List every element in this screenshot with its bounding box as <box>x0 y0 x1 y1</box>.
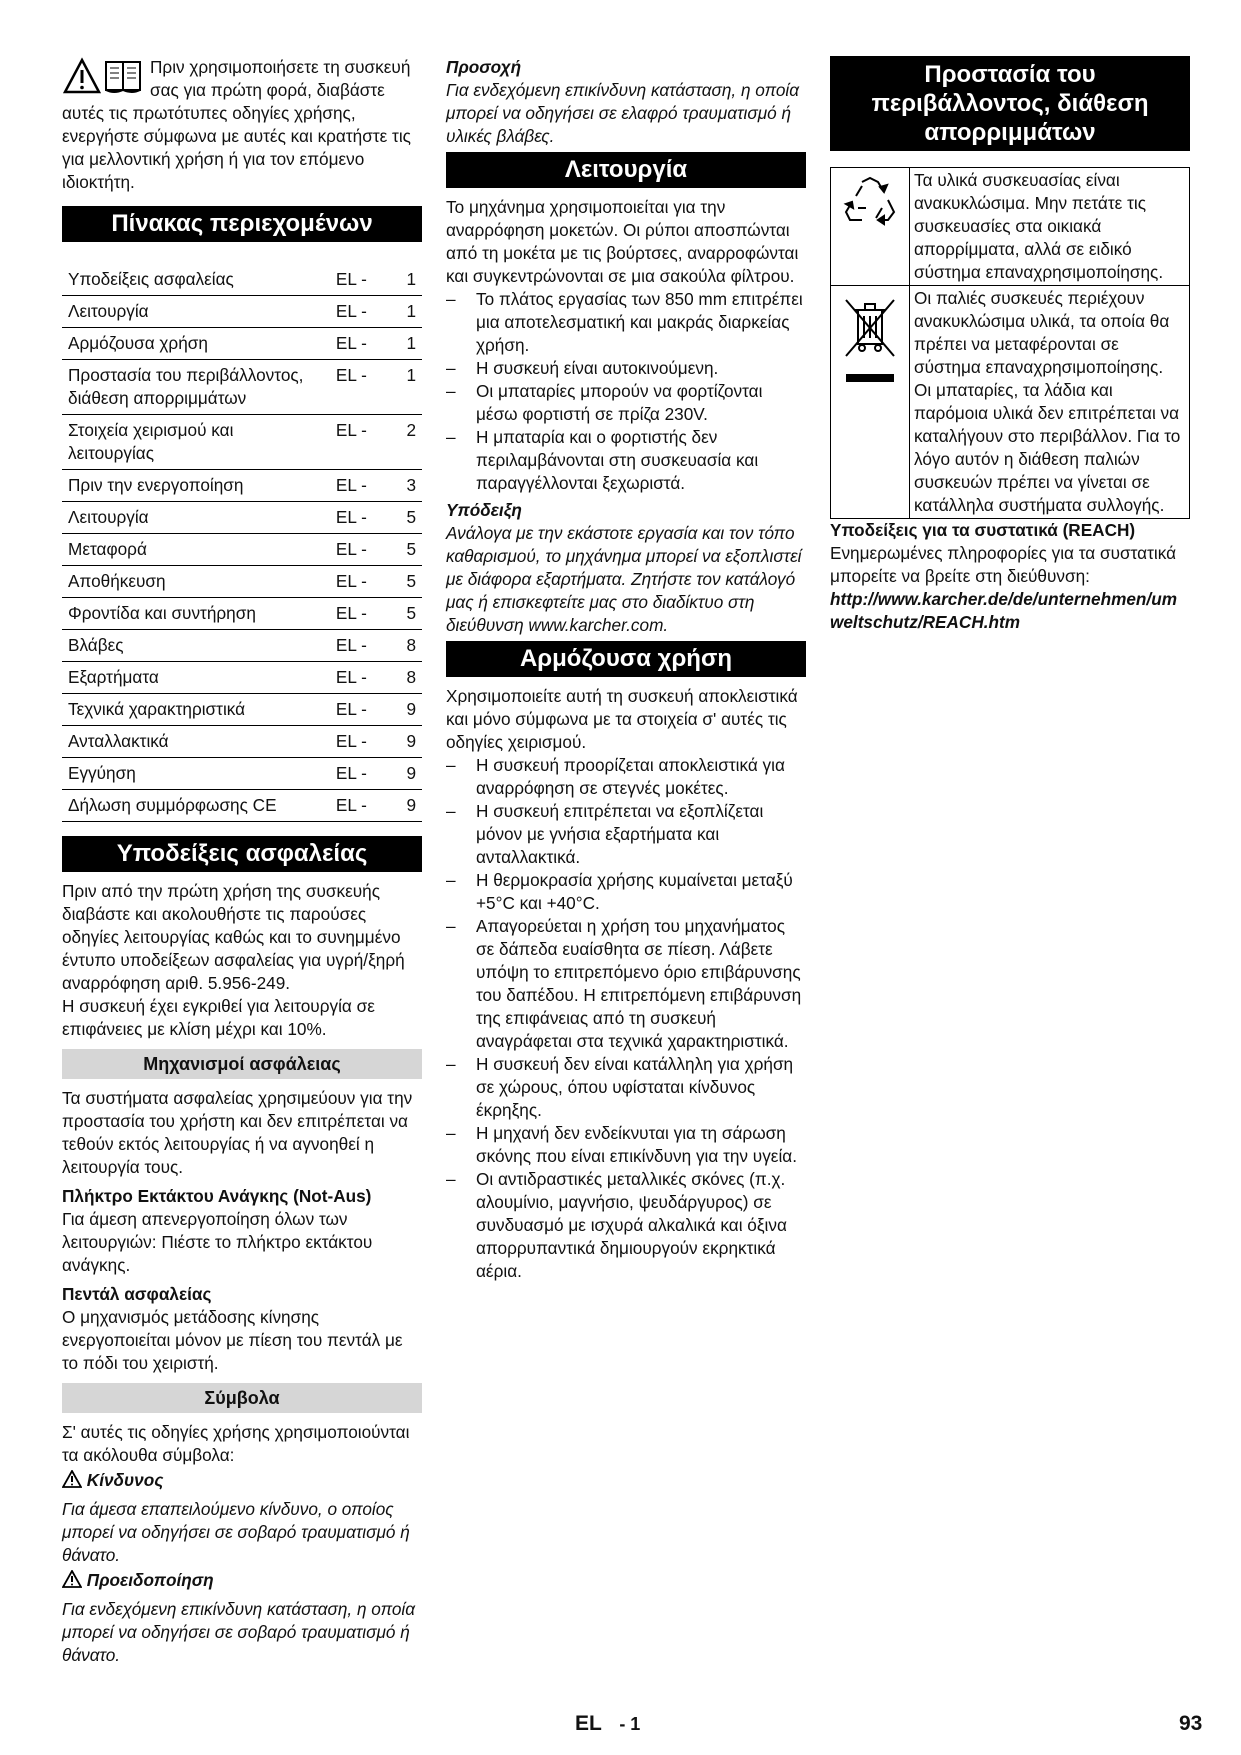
toc-row[interactable] <box>62 758 422 790</box>
environment-table <box>830 167 1190 519</box>
toc-row[interactable] <box>62 598 422 630</box>
toc-row[interactable] <box>62 534 422 566</box>
toc-row[interactable] <box>62 662 422 694</box>
toc-entry-page: 8 <box>384 630 422 662</box>
toc-entry-title: Λειτουργία <box>62 296 330 328</box>
function-paragraph: Το μηχάνημα χρησιμοποιείται για την αναρρόφηση μοκετών. Οι ρύποι αποσπώνται από τη μοκέτα με τις βούρτσες, αναρροφώνται και συγκεντρώνονται σε μια σακούλα φίλτρου. <box>446 197 799 286</box>
list-item: – Το πλάτος εργασίας των 850 mm επιτρέπει μια αποτελεσματική και μακράς διαρκείας χρήση. <box>446 288 806 357</box>
toc-entry-page: 9 <box>384 694 422 726</box>
toc-row[interactable] <box>62 790 422 822</box>
toc-entry-lang: EL - <box>330 758 384 790</box>
note-heading: Υπόδειξη <box>446 500 522 520</box>
toc-entry-title: Ανταλλακτικά <box>62 726 330 758</box>
intro-paragraph: Πριν χρησιμοποιήσετε τη συσκευή σας για πρώτη φορά, διαβάστε αυτές τις πρωτότυπες οδηγίες χρήσης, ενεργήστε σύμφωνα με αυτές και κρατήστε τις για μελλοντική χρήση ή για τον επόμενο ιδιοκτήτη. <box>62 57 411 192</box>
toc-entry-title: Μεταφορά <box>62 534 330 566</box>
toc-entry-lang: EL - <box>330 566 384 598</box>
toc-table <box>62 264 422 822</box>
symbols-title: Σύμβολα <box>62 1383 422 1413</box>
toc-entry-page: 1 <box>384 328 422 360</box>
pedal-heading: Πεντάλ ασφαλείας <box>62 1284 212 1304</box>
warning-heading: Προειδοποίηση <box>62 1569 422 1594</box>
toc-title: Πίνακας περιεχομένων <box>62 206 422 242</box>
list-item: – Η μπαταρία και ο φορτιστής δεν περιλαμβάνονται στη συσκευασία και παραγγέλλονται ξεχωριστά. <box>446 426 806 495</box>
warning-manual-icons <box>62 56 144 100</box>
warning-triangle-icon <box>62 1570 82 1594</box>
toc-entry-lang: EL - <box>330 360 384 415</box>
symbols-paragraph: Σ' αυτές τις οδηγίες χρήσης χρησιμοποιούνται τα ακόλουθα σύμβολα: <box>62 1422 410 1465</box>
column-right <box>830 56 1190 634</box>
list-item: – Απαγορεύεται η χρήση του μηχανήματος σε δάπεδα ευαίσθητα σε πίεση. Λάβετε υπόψη το επιτρεπόμενο όριο επιβάρυνσης του δαπέδου. Η επιτρεπόμενη επιβάρυνση της επιφάνειας από τη συσκευή αναγράφεται στα τεχνικά χαρακτηριστικά. <box>446 915 806 1053</box>
toc-entry-title: Βλάβες <box>62 630 330 662</box>
function-list <box>446 288 806 495</box>
toc-entry-lang: EL - <box>330 630 384 662</box>
toc-entry-page: 5 <box>384 534 422 566</box>
toc-entry-lang: EL - <box>330 502 384 534</box>
recycle-icon <box>831 168 910 286</box>
toc-entry-title: Εγγύηση <box>62 758 330 790</box>
caution-heading: Προσοχή <box>446 57 522 77</box>
toc-row[interactable] <box>62 566 422 598</box>
column-middle <box>446 56 806 1283</box>
list-item: – Η συσκευή επιτρέπεται να εξοπλίζεται μόνον με γνήσια εξαρτήματα και ανταλλακτικά. <box>446 800 806 869</box>
toc-entry-page: 9 <box>384 726 422 758</box>
toc-entry-title: Πριν την ενεργοποίηση <box>62 470 330 502</box>
warning-triangle-icon <box>62 1470 82 1494</box>
toc-row[interactable] <box>62 296 422 328</box>
toc-row[interactable] <box>62 470 422 502</box>
toc-entry-page: 9 <box>384 758 422 790</box>
footer-lang: EL - 1 <box>575 1712 641 1735</box>
toc-entry-page: 8 <box>384 662 422 694</box>
toc-row[interactable] <box>62 328 422 360</box>
danger-heading: Κίνδυνος <box>62 1469 422 1494</box>
packaging-text: Τα υλικά συσκευασίας είναι ανακυκλώσιμα. Μην πετάτε τις συσκευασίες στα οικιακά απορρίμματα, αλλά σε ειδικό σύστημα επαναχρησιμοποίησης. <box>910 168 1190 286</box>
column-left <box>62 56 422 1667</box>
toc-entry-title: Δήλωση συμμόρφωσης CE <box>62 790 330 822</box>
slope-paragraph: Η συσκευή έχει εγκριθεί για λειτουργία σε επιφάνειες με κλίση μέχρι και 10%. <box>62 996 375 1039</box>
intended-use-title: Αρμόζουσα χρήση <box>446 641 806 677</box>
table-row <box>831 168 1190 286</box>
intended-use-paragraph: Χρησιμοποιείτε αυτή τη συσκευή αποκλειστικά και μόνο σύμφωνα με τα στοιχεία σ' αυτές τις οδηγίες χειρισμού. <box>446 686 798 752</box>
toc-row[interactable] <box>62 264 422 296</box>
toc-entry-lang: EL - <box>330 726 384 758</box>
toc-entry-title: Υποδείξεις ασφαλείας <box>62 264 330 296</box>
list-item: – Η θερμοκρασία χρήσης κυμαίνεται μεταξύ +5°C και +40°C. <box>446 869 806 915</box>
toc-row[interactable] <box>62 726 422 758</box>
toc-entry-page: 5 <box>384 598 422 630</box>
reach-heading: Υποδείξεις για τα συστατικά (REACH) <box>830 520 1136 540</box>
toc-row[interactable] <box>62 694 422 726</box>
toc-row[interactable] <box>62 360 422 415</box>
page-number: 93 <box>1179 1712 1203 1735</box>
mechanisms-title: Μηχανισμοί ασφάλειας <box>62 1049 422 1079</box>
toc-entry-page: 2 <box>384 415 422 470</box>
toc-entry-lang: EL - <box>330 296 384 328</box>
safety-paragraph: Πριν από την πρώτη χρήση της συσκευής διαβάστε και ακολουθήστε τις παρούσες οδηγίες λειτουργίας καθώς και το συνημμένο έντυπο υποδείξεων ασφαλείας για υγρή/ξηρή αναρρόφηση αριθ. 5.956-249. <box>62 881 405 993</box>
toc-entry-page: 9 <box>384 790 422 822</box>
toc-entry-title: Φροντίδα και συντήρηση <box>62 598 330 630</box>
note-paragraph: Ανάλογα με την εκάστοτε εργασία και τον τόπο καθαρισμού, το μηχάνημα μπορεί να εξοπλιστεί με διάφορα εξαρτήματα. Ζητήστε τον κατάλογό μας ή επισκεφτείτε μας στο διαδίκτυο στη διεύθυνση www.karcher.com. <box>446 523 802 635</box>
toc-entry-lang: EL - <box>330 694 384 726</box>
mechanisms-paragraph: Τα συστήματα ασφαλείας χρησιμεύουν για την προστασία του χρήστη και δεν επιτρέπεται να τεθούν εκτός λειτουργίας ή να αγνοηθεί η λειτουργία τους. <box>62 1088 413 1177</box>
list-item: – Η συσκευή δεν είναι κατάλληλη για χρήση σε χώρους, όπου υφίσταται κίνδυνος έκρηξης. <box>446 1053 806 1122</box>
environment-title: Προστασία του περιβάλλοντος, διάθεση απορριμμάτων <box>830 56 1190 151</box>
crossed-bin-icon <box>831 286 910 519</box>
toc-entry-title: Αποθήκευση <box>62 566 330 598</box>
old-devices-text: Οι παλιές συσκευές περιέχουν ανακυκλώσιμα υλικά, τα οποία θα πρέπει να μεταφέρονται σε σύστημα επαναχρησιμοποίησης. Οι μπαταρίες, τα λάδια και παρόμοια υλικά δεν επιτρέπεται να καταλήγουν στο περιβάλλον. Για το λόγο αυτόν η διάθεση παλιών συσκευών πρέπει να γίνεται σε κατάλληλα συστήματα συλλογής. <box>910 286 1190 519</box>
toc-entry-lang: EL - <box>330 534 384 566</box>
toc-entry-lang: EL - <box>330 470 384 502</box>
toc-entry-page: 3 <box>384 470 422 502</box>
toc-entry-page: 5 <box>384 502 422 534</box>
toc-entry-page: 5 <box>384 566 422 598</box>
reach-link[interactable]: http://www.karcher.de/de/unternehmen/umweltschutz/REACH.htm <box>830 589 1177 632</box>
intended-use-list <box>446 754 806 1283</box>
list-item: – Η συσκευή προορίζεται αποκλειστικά για αναρρόφηση σε στεγνές μοκέτες. <box>446 754 806 800</box>
toc-entry-lang: EL - <box>330 264 384 296</box>
emergency-stop-heading: Πλήκτρο Εκτάκτου Ανάγκης (Not-Aus) <box>62 1186 372 1206</box>
toc-row[interactable] <box>62 502 422 534</box>
safety-title: Υποδείξεις ασφαλείας <box>62 836 422 872</box>
function-title: Λειτουργία <box>446 152 806 188</box>
toc-entry-lang: EL - <box>330 598 384 630</box>
toc-entry-lang: EL - <box>330 415 384 470</box>
toc-entry-title: Τεχνικά χαρακτηριστικά <box>62 694 330 726</box>
list-item: – Οι μπαταρίες μπορούν να φορτίζονται μέσω φορτιστή σε πρίζα 230V. <box>446 380 806 426</box>
toc-entry-lang: EL - <box>330 328 384 360</box>
toc-entry-lang: EL - <box>330 662 384 694</box>
list-item: – Οι αντιδραστικές μεταλλικές σκόνες (π.χ. αλουμίνιο, μαγνήσιο, ψευδάργυρος) σε συνδυασμό με ισχυρά αλκαλικά και όξινα απορρυπαντικά δημιουργούν εκρηκτικά αέρια. <box>446 1168 806 1283</box>
list-item: – Η συσκευή είναι αυτοκινούμενη. <box>446 357 806 380</box>
toc-entry-page: 1 <box>384 264 422 296</box>
toc-entry-title: Αρμόζουσα χρήση <box>62 328 330 360</box>
warning-paragraph: Για ενδεχόμενη επικίνδυνη κατάσταση, η οποία μπορεί να οδηγήσει σε σοβαρό τραυματισμό ή θάνατο. <box>62 1599 416 1665</box>
pedal-paragraph: Ο μηχανισμός μετάδοσης κίνησης ενεργοποιείται μόνον με πίεση του πεντάλ με το πόδι του χειριστή. <box>62 1307 403 1373</box>
emergency-stop-paragraph: Για άμεση απενεργοποίηση όλων των λειτουργιών: Πιέστε το πλήκτρο εκτάκτου ανάγκης. <box>62 1209 373 1275</box>
toc-entry-title: Προστασία του περιβάλλοντος, διάθεση απορριμμάτων <box>62 360 330 415</box>
toc-entry-title: Λειτουργία <box>62 502 330 534</box>
toc-entry-page: 1 <box>384 360 422 415</box>
toc-entry-title: Εξαρτήματα <box>62 662 330 694</box>
toc-row[interactable] <box>62 630 422 662</box>
toc-entry-title: Στοιχεία χειρισμού και λειτουργίας <box>62 415 330 470</box>
caution-paragraph: Για ενδεχόμενη επικίνδυνη κατάσταση, η οποία μπορεί να οδηγήσει σε ελαφρό τραυματισμό ή υλικές βλάβες. <box>446 80 800 146</box>
list-item: – Η μηχανή δεν ενδείκνυται για τη σάρωση σκόνης που είναι επικίνδυνη για την υγεία. <box>446 1122 806 1168</box>
toc-row[interactable] <box>62 415 422 470</box>
reach-paragraph: Ενημερωμένες πληροφορίες για τα συστατικά μπορείτε να βρείτε στη διεύθυνση: <box>830 543 1177 586</box>
toc-entry-page: 1 <box>384 296 422 328</box>
danger-paragraph: Για άμεσα επαπειλούμενο κίνδυνο, ο οποίος μπορεί να οδηγήσει σε σοβαρό τραυματισμό ή θάνατο. <box>62 1499 410 1565</box>
toc-entry-lang: EL - <box>330 790 384 822</box>
table-row <box>831 286 1190 519</box>
